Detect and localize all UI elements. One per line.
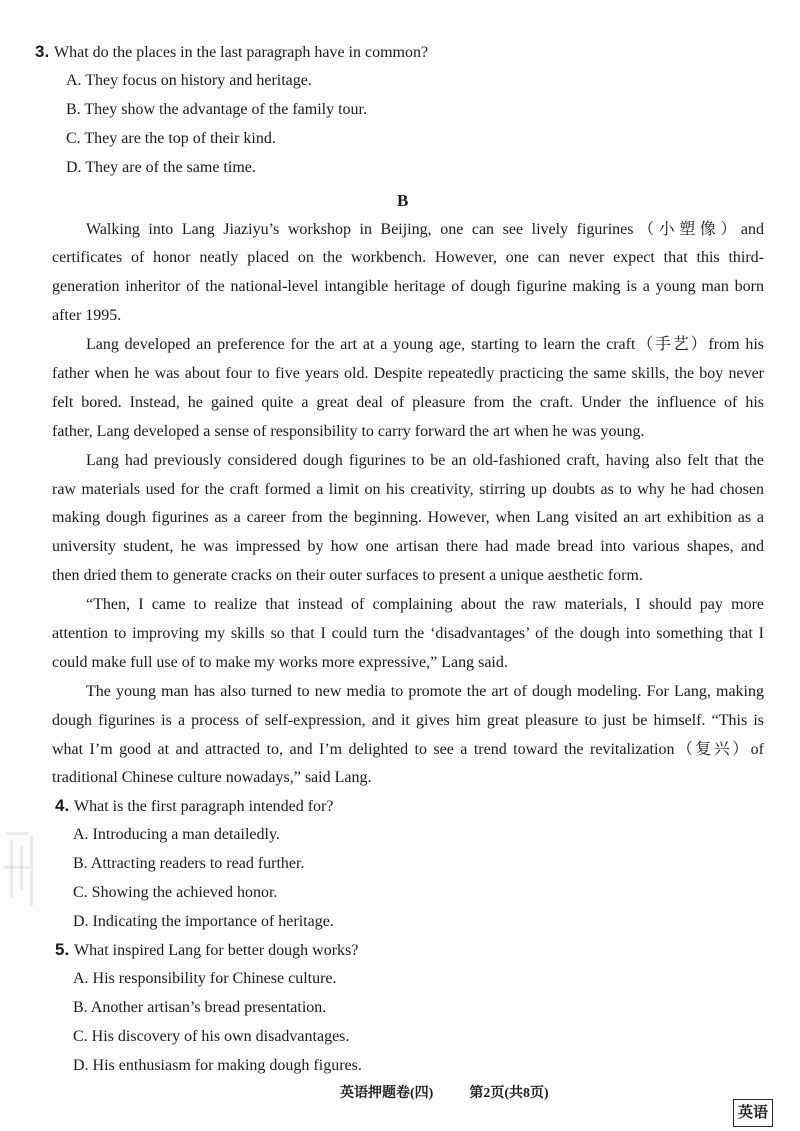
paragraph-line: dough figurines is a process of self-expression, and it gives him great pleasure to just be himself. “This is	[52, 711, 764, 729]
question-text: What inspired Lang for better dough works?	[74, 941, 359, 959]
option-a: A. Introducing a man detailedly.	[73, 826, 280, 844]
option-d: D. Indicating the importance of heritage.	[73, 913, 334, 931]
paragraph-line: father when he was about four to five years old. Despite repeatedly practicing the same skills, the boy never	[52, 364, 764, 382]
paragraph-line: then dried them to generate cracks on their outer surfaces to present a unique aesthetic form.	[52, 567, 643, 585]
paragraph-line: Lang developed an preference for the art at a young age, starting to learn the craft（手艺）from his	[86, 336, 764, 354]
paragraph	[52, 331, 764, 447]
option-b: B. Another artisan’s bread presentation.	[73, 999, 327, 1017]
footer-title: 英语押题卷(四)	[340, 1086, 434, 1101]
paragraph-line: generation inheritor of the national-level intangible heritage of dough figurine making is a young man born	[52, 278, 764, 296]
passage-b	[52, 216, 764, 794]
paragraph-line: could make full use of to make my works more expressive,” Lang said.	[52, 653, 508, 671]
question-number: 3.	[35, 41, 50, 61]
paragraph-line: father, Lang developed a sense of responsibility to carry forward the art when he was young.	[52, 422, 645, 440]
question-4	[55, 792, 334, 937]
option-d: D. They are of the same time.	[66, 159, 256, 177]
question-stem	[55, 792, 334, 822]
paragraph	[52, 447, 764, 591]
question-5	[55, 936, 362, 1081]
option-c: C. His discovery of his own disadvantages.	[73, 1028, 350, 1046]
question-text: What is the first paragraph intended for?	[74, 797, 334, 815]
paragraph-line: raw materials used for the craft formed a limit on his creativity, stirring up doubts as to why he had chosen	[52, 480, 764, 498]
option-b: B. Attracting readers to read further.	[73, 855, 305, 873]
paragraph-line: traditional Chinese culture nowadays,” said Lang.	[52, 769, 372, 787]
page-footer	[340, 1083, 549, 1105]
question-text: What do the places in the last paragraph have in common?	[54, 43, 429, 61]
paragraph	[52, 678, 764, 794]
scan-bleed-mark	[0, 826, 40, 914]
paragraph-line: attention to improving my skills so that I could turn the ‘disadvantages’ of the dough into something that I	[52, 624, 764, 642]
paragraph	[52, 216, 764, 332]
paragraph-line: The young man has also turned to new media to promote the art of dough modeling. For Lang, making	[86, 682, 764, 700]
question-number: 5.	[55, 939, 70, 959]
option-a: A. His responsibility for Chinese culture.	[73, 970, 337, 988]
question-number: 4.	[55, 795, 70, 815]
paragraph-line: felt bored. Instead, he gained quite a great deal of pleasure from the craft. Under the influence of his	[52, 393, 764, 411]
option-a: A. They focus on history and heritage.	[66, 72, 312, 90]
footer-page-number: 第2页(共8页)	[469, 1086, 549, 1101]
question-stem	[55, 936, 362, 966]
paragraph-line: after 1995.	[52, 307, 122, 325]
paragraph-line: “Then, I came to realize that instead of complaining about the raw materials, I should pay more	[86, 596, 764, 614]
paragraph	[52, 591, 764, 678]
paragraph-line: Walking into Lang Jiaziyu’s workshop in Beijing, one can see lively figurines（小塑像）and	[86, 220, 764, 238]
paragraph-line: Lang had previously considered dough figurines to be an old-fashioned craft, having also felt that the	[86, 451, 764, 469]
paragraph-line: university student, he was impressed by how one artisan there had made bread into various shapes, and	[52, 538, 764, 556]
option-d: D. His enthusiasm for making dough figures.	[73, 1057, 362, 1075]
question-3	[35, 38, 428, 183]
section-heading: B	[397, 191, 409, 210]
subject-tab: 英语	[733, 1099, 773, 1127]
paragraph-line: making dough figurines as a career from the beginning. However, when Lang visited an art exhibition as a	[52, 509, 764, 527]
option-c: C. They are the top of their kind.	[66, 130, 276, 148]
question-stem	[35, 38, 428, 68]
option-b: B. They show the advantage of the family tour.	[66, 101, 367, 119]
paragraph-line: what I’m good at and attracted to, and I’m delighted to see a trend toward the revitalization（复兴）of	[52, 740, 764, 758]
option-c: C. Showing the achieved honor.	[73, 884, 278, 902]
paragraph-line: certificates of honor neatly placed on the workbench. However, one can never expect that this third-	[52, 249, 764, 267]
